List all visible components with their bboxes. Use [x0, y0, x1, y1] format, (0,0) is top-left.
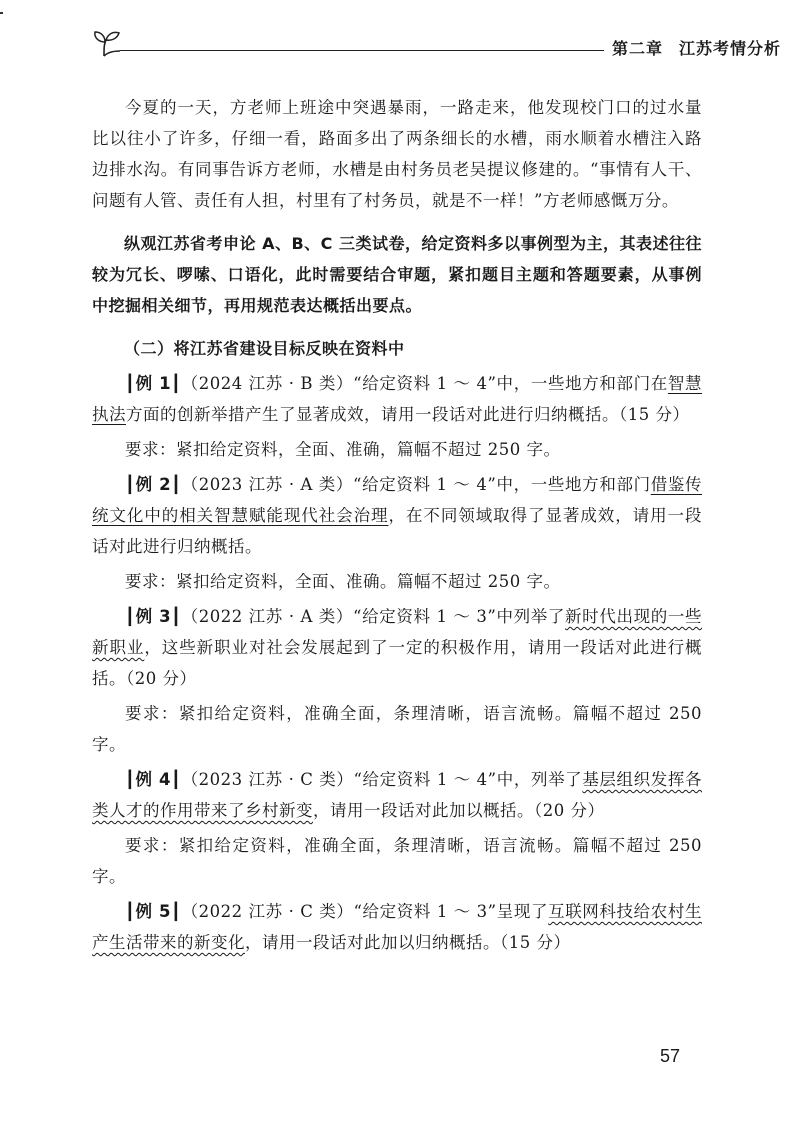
- running-header: [92, 28, 782, 62]
- requirement-line: 要求：紧扣给定资料，全面、准确，篇幅不超过 250 字。: [125, 440, 561, 459]
- section-heading: （二）将江苏省建设目标反映在资料中: [124, 339, 405, 358]
- page-number: 57: [660, 1046, 681, 1066]
- requirement-line: 要求：紧扣给定资料，准确全面，条理清晰，语言流畅。篇幅不超过 250 字。: [92, 704, 702, 754]
- example-tag: ┃例 4┃: [125, 770, 182, 789]
- intro-paragraph-2: 纵观江苏省考申论 A、B、C 三类试卷，给定资料多以事例型为主，其表述往往较为冗长、啰嗦、口语化，此时需要结合审题，紧扣题目主题和答题要素，从事例中挖掘相关细节，再用规范表达概括出要点。: [92, 234, 702, 315]
- question-text: （2024 江苏 · B 类）“给定资料 1 ～ 4”中，一些地方和部门在: [181, 374, 668, 393]
- question-text: （2022 江苏 · C 类）“给定资料 1 ～ 3”呈现了: [181, 902, 549, 921]
- example-tag: ┃例 1┃: [125, 374, 182, 393]
- underlined-keyphrase: 借鉴传统文化中的相关智慧赋能现代社会治理: [92, 475, 703, 525]
- chapter-label: [612, 36, 781, 59]
- example-question: [92, 764, 702, 826]
- intro-paragraph-1: 今夏的一天，方老师上班途中突遇暴雨，一路走来，他发现校门口的过水量比以往小了许多，仔细一看，路面多出了两条细长的水槽，雨水顺着水槽注入路边排水沟。有同事告诉方老师，水槽是由村务员老吴提议修建的。“事情有人干、问题有人管、责任有人担，村里有了村务员，就是不一样！”方老师感慨万分。: [92, 98, 702, 210]
- header-rule: [120, 50, 604, 51]
- example-tag: ┃例 3┃: [125, 607, 182, 626]
- example-tag: ┃例 2┃: [125, 475, 182, 494]
- sprout-icon: [92, 28, 122, 58]
- scan-speck: [0, 12, 3, 14]
- question-text: ，在不同领域取得了显著成效，请用一段话对此进行归纳概括。: [92, 506, 703, 556]
- question-text: （2023 江苏 · A 类）“给定资料 1 ～ 4”中，一些地方和部门: [181, 475, 651, 494]
- underlined-keyphrase: 智慧执法: [92, 374, 703, 424]
- page-body: [92, 92, 702, 958]
- underlined-keyphrase: 互联网科技给农村生产生活带来的新变化: [92, 902, 703, 952]
- example-question: [92, 469, 702, 562]
- requirement-line: 要求：紧扣给定资料，全面、准确。篇幅不超过 250 字。: [125, 572, 561, 591]
- chapter-number: 第二章: [612, 39, 664, 58]
- question-text: ，这些新职业对社会发展起到了一定的积极作用，请用一段话对此进行概括。（20 分）: [92, 638, 703, 688]
- requirement-line: 要求：紧扣给定资料，准确全面，条理清晰，语言流畅。篇幅不超过 250 字。: [92, 836, 702, 886]
- question-text: （2023 江苏 · C 类）“给定资料 1 ～ 4”中，列举了: [181, 770, 583, 789]
- example-question: [92, 601, 702, 694]
- question-text: ，请用一段话对此加以归纳概括。（15 分）: [245, 933, 571, 952]
- example-question: [92, 896, 702, 958]
- example-question: [92, 368, 702, 430]
- example-list: [92, 368, 702, 958]
- question-text: 方面的创新举措产生了显著成效，请用一段话对此进行归纳概括。（15 分）: [126, 405, 690, 424]
- question-text: （2022 江苏 · A 类）“给定资料 1 ～ 3”中列举了: [181, 607, 566, 626]
- chapter-title: 江苏考情分析: [679, 39, 782, 58]
- underlined-keyphrase: 新时代出现的一些新职业: [92, 607, 703, 657]
- question-text: ，请用一段话对此加以概括。（20 分）: [313, 801, 605, 820]
- underlined-keyphrase: 基层组织发挥各类人才的作用带来了乡村新变: [92, 770, 703, 820]
- example-tag: ┃例 5┃: [125, 902, 182, 921]
